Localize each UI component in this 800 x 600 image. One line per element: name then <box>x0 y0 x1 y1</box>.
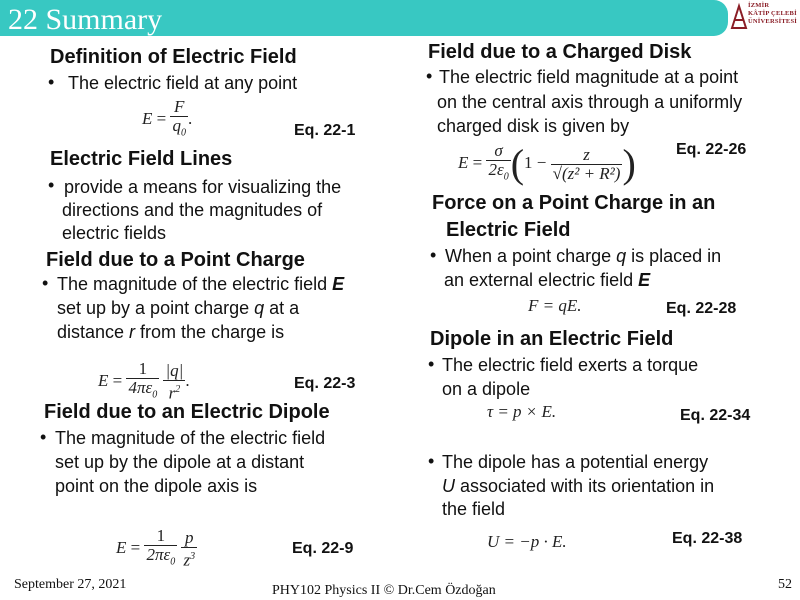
eq-symbol: E <box>142 109 153 129</box>
heading-force-point-charge-line-2: Electric Field <box>446 219 571 241</box>
bullet-text: The magnitude of the electric field <box>55 428 326 448</box>
eq-numerator: 1 <box>144 527 177 546</box>
bullet-text: The electric field at any point <box>68 73 298 93</box>
eq-superscript: 2 <box>175 383 181 395</box>
heading-definition-electric-field: Definition of Electric Field <box>50 46 297 68</box>
eq-numerator: F <box>170 98 188 117</box>
logo-emblem-icon <box>730 2 748 32</box>
text-span: When a point charge <box>445 246 617 266</box>
equation-label: Eq. 22-3 <box>294 375 356 392</box>
symbol-E: E <box>332 274 345 294</box>
bullet-icon: • <box>426 66 433 86</box>
university-logo <box>730 0 798 34</box>
eq-denominator: z <box>183 550 191 570</box>
bullet-text: electric fields <box>62 223 167 243</box>
eq-numerator: p <box>181 529 197 548</box>
eq-denominator: 2ε <box>488 160 504 179</box>
footer-date: September 27, 2021 <box>14 577 127 592</box>
page-number: 52 <box>778 577 792 592</box>
logo-text <box>748 2 798 26</box>
heading-field-electric-dipole: Field due to an Electric Dipole <box>44 401 330 423</box>
eq-subscript: 0 <box>170 556 176 568</box>
bullet-icon: • <box>48 175 55 195</box>
bullet-icon: • <box>48 72 55 92</box>
eq-symbol: E <box>98 371 109 391</box>
bullet-text: on a dipole <box>442 379 531 399</box>
eq-fraction <box>144 527 177 571</box>
equation-22-9: E = $\frac{1}{2\pi\varepsilon_0}$ $\frac{p}{z^3}$ <box>116 526 196 570</box>
logo-line-2: KÂTİP ÇELEBİ <box>748 10 797 17</box>
equation-label: Eq. 22-38 <box>672 530 743 547</box>
bullet-icon: • <box>430 245 437 265</box>
heading-charged-disk: Field due to a Charged Disk <box>428 41 692 63</box>
equation-22-1: E = $\frac{F}{q_0}$ . <box>142 98 192 142</box>
text-span: set up by a point charge <box>57 298 255 318</box>
equation-22-3: E = $\frac{1}{4\pi\varepsilon_0}$ $\frac{|q|}{r^2}$ . <box>98 359 190 403</box>
eq-denominator: q <box>172 116 181 135</box>
equation-22-28: F = qE. <box>528 296 582 315</box>
equation-label: Eq. 22-34 <box>680 407 751 424</box>
eq-denominator: √(z² + R²) <box>552 163 621 183</box>
eq-fraction <box>181 529 197 570</box>
eq-denominator: 4πε <box>128 378 153 397</box>
eq-numerator: |q| <box>165 360 184 380</box>
symbol-q: q <box>254 298 265 318</box>
equation-22-26: E = $\frac{\sigma}{2\varepsilon_0}$ (1 − $\frac{z}{\text{√(z² + R²)}}$ ) <box>458 141 636 187</box>
bullet-icon: • <box>42 273 49 293</box>
bullet-text <box>444 268 650 292</box>
bullet-text: The electric field exerts a torque <box>442 355 699 375</box>
heading-field-point-charge: Field due to a Point Charge <box>46 249 305 271</box>
heading-electric-field-lines: Electric Field Lines <box>50 148 233 170</box>
bullet-text <box>57 296 299 320</box>
bullet-icon: • <box>40 427 47 447</box>
eq-superscript: 3 <box>190 550 196 562</box>
eq-fraction <box>551 146 623 183</box>
symbol-r: r <box>129 322 136 342</box>
symbol-E: E <box>638 270 651 290</box>
eq-denominator: 2πε <box>146 545 171 564</box>
slide-title: 22 Summary <box>8 3 163 36</box>
equation-label: Eq. 22-26 <box>676 141 747 158</box>
eq-denominator: r <box>168 383 176 403</box>
eq-numerator: 1 <box>126 360 159 379</box>
bullet-text: provide a means for visualizing the <box>64 177 342 197</box>
bullet-text: on the central axis through a uniformly <box>437 92 743 112</box>
eq-fraction <box>170 98 188 142</box>
text-span: distance <box>57 322 130 342</box>
symbol-q: q <box>616 246 627 266</box>
equation-22-38: U = −p · E. <box>487 532 567 551</box>
equation-label: Eq. 22-9 <box>292 540 354 557</box>
logo-line-1: İZMİR <box>748 2 770 9</box>
right-paren: ) <box>622 141 636 187</box>
bullet-text: The dipole has a potential energy <box>442 452 709 472</box>
heading-force-point-charge: Force on a Point Charge in an <box>432 192 716 214</box>
eq-term: 1 − <box>524 153 547 173</box>
eq-symbol: E <box>116 538 127 558</box>
heading-dipole-in-field: Dipole in an Electric Field <box>430 328 674 350</box>
eq-numerator: z <box>551 146 623 165</box>
equation-label: Eq. 22-28 <box>666 300 737 317</box>
text-span: from the charge is <box>135 322 285 342</box>
text-span: The magnitude of the electric field <box>57 274 333 294</box>
bullet-text: directions and the magnitudes of <box>62 200 323 220</box>
logo-line-3: ÜNİVERSİTESİ <box>748 18 798 25</box>
bullet-icon: • <box>428 451 435 471</box>
equation-22-34: τ = p × E. <box>487 402 557 421</box>
eq-fraction <box>163 362 185 403</box>
bullet-text: the field <box>442 499 506 519</box>
text-span: at a <box>264 298 300 318</box>
eq-fraction <box>486 142 510 186</box>
text-span: is placed in <box>626 246 722 266</box>
text-span: an external electric field <box>444 270 639 290</box>
eq-subscript: 0 <box>503 171 509 183</box>
bullet-text: set up by the dipole at a distant <box>55 452 305 472</box>
equation-label: Eq. 22-1 <box>294 122 356 139</box>
bullet-text: charged disk is given by <box>437 116 630 136</box>
bullet-text <box>57 272 344 296</box>
eq-subscript: 0 <box>152 389 158 401</box>
eq-symbol: E <box>458 153 469 173</box>
eq-fraction <box>126 360 159 404</box>
bullet-text: point on the dipole axis is <box>55 476 258 496</box>
eq-numerator: σ <box>486 142 510 161</box>
eq-subscript: 0 <box>180 127 186 139</box>
bullet-text: The electric field magnitude at a point <box>439 67 739 87</box>
bullet-text <box>57 320 284 344</box>
bullet-text <box>445 244 721 268</box>
text-span: associated with its orientation in <box>455 476 715 496</box>
bullet-icon: • <box>428 354 435 374</box>
bullet-text <box>442 474 714 498</box>
symbol-U: U <box>442 476 455 496</box>
footer-course: PHY102 Physics II © Dr.Cem Özdoğan <box>272 583 496 598</box>
left-paren: ( <box>510 141 525 187</box>
